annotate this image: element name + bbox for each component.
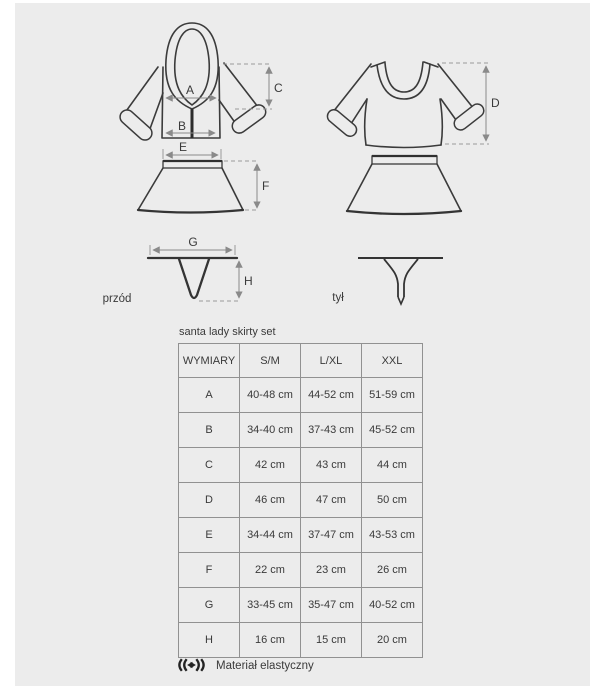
value-cell: 43-53 cm [362,518,423,553]
value-cell: 34-40 cm [240,413,301,448]
table-row [179,413,423,448]
measure-label-a: A [185,83,195,97]
dim-cell: G [179,588,240,623]
thong-back-tip [398,297,404,304]
dim-cell: D [179,483,240,518]
size-diagram [0,0,600,330]
front-left-cuff [117,107,155,143]
dim-cell: C [179,448,240,483]
thong-back-right-curve [404,259,418,297]
table-row [179,483,423,518]
value-cell: 50 cm [362,483,423,518]
value-cell: 15 cm [301,623,362,658]
material-note-text: Materiał elastyczny [216,659,314,672]
value-cell: 26 cm [362,553,423,588]
header-dimensions: WYMIARY [179,344,240,378]
value-cell: 45-52 cm [362,413,423,448]
back-top-right-edge [440,99,442,145]
value-cell: 44-52 cm [301,378,362,413]
header-size-xxl: XXL [362,344,423,378]
thong-front-drawing [103,235,253,305]
back-skirt-hem [347,211,461,214]
value-cell: 37-43 cm [301,413,362,448]
back-skirt-drawing [347,156,461,214]
dim-cell: A [179,378,240,413]
value-cell: 40-48 cm [240,378,301,413]
value-cell: 35-47 cm [301,588,362,623]
dim-cell: B [179,413,240,448]
front-top-drawing [117,23,283,143]
value-cell: 51-59 cm [362,378,423,413]
front-skirt-left-edge [138,168,163,210]
value-cell: 44 cm [362,448,423,483]
front-skirt-hem [138,210,243,213]
table-header-row [179,344,423,378]
back-top-hem [366,145,441,148]
value-cell: 23 cm [301,553,362,588]
back-skirt-waistband [372,156,437,164]
measure-label-d: D [491,96,500,110]
table-row [179,588,423,623]
header-size-sm: S/M [240,344,301,378]
value-cell: 33-45 cm [240,588,301,623]
front-left-sleeve-outer [124,67,158,114]
dim-cell: F [179,553,240,588]
back-top-left-edge [365,99,367,145]
value-cell: 42 cm [240,448,301,483]
value-cell: 43 cm [301,448,362,483]
back-right-shoulder [424,62,438,67]
measure-label-e: E [178,140,188,154]
table-row [179,553,423,588]
size-chart-title: santa lady skirty set [179,326,276,338]
thong-back-left-curve [384,259,398,297]
back-skirt-right-edge [437,164,461,211]
material-note [176,658,314,672]
front-skirt-drawing [138,140,269,213]
front-right-cuff [230,102,269,136]
measure-label-h: H [244,274,253,288]
size-table [178,343,423,658]
value-cell: 40-52 cm [362,588,423,623]
back-left-cuff [325,107,359,139]
back-left-sleeve-outer [333,64,371,112]
front-right-sleeve-outer [224,63,258,107]
back-left-shoulder [371,62,385,67]
thong-back-drawing [332,258,443,304]
back-view-label: tył [332,292,344,304]
value-cell: 34-44 cm [240,518,301,553]
back-skirt-left-edge [347,164,372,211]
table-row [179,378,423,413]
value-cell: 37-47 cm [301,518,362,553]
table-row [179,518,423,553]
thong-front-body [179,259,209,298]
front-view-label: przód [102,293,132,305]
value-cell: 46 cm [240,483,301,518]
header-size-lxl: L/XL [301,344,362,378]
measure-label-c: C [274,81,283,95]
back-top-drawing [325,62,500,148]
elastic-stretch-icon [176,658,207,672]
neckline-inner [385,62,423,92]
value-cell: 22 cm [240,553,301,588]
value-cell: 20 cm [362,623,423,658]
front-skirt-right-edge [222,168,243,210]
value-cell: 47 cm [301,483,362,518]
measure-label-b: B [177,119,187,133]
dim-cell: H [179,623,240,658]
table-row [179,623,423,658]
value-cell: 16 cm [240,623,301,658]
table-row [179,448,423,483]
back-right-cuff [452,101,487,132]
dim-cell: E [179,518,240,553]
measure-label-f: F [262,179,270,193]
measure-label-g: G [188,235,198,249]
